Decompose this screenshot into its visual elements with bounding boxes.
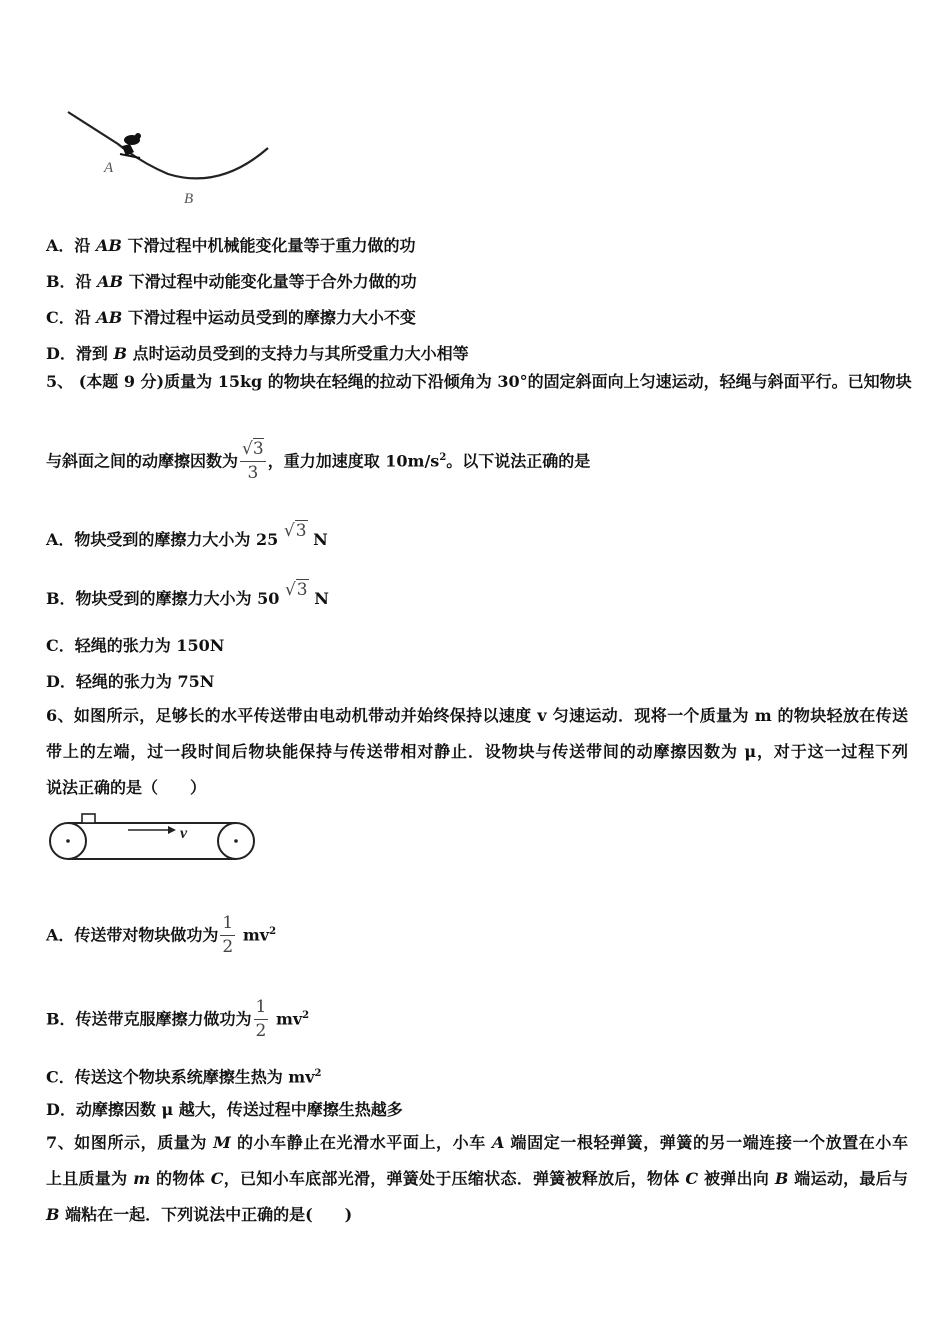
q4-option-c: C．沿 AB 下滑过程中运动员受到的摩擦力大小不变 xyxy=(46,308,416,327)
point-a-label: A xyxy=(104,160,114,176)
q7-stem: 7、如图所示，质量为 M 的小车静止在光滑水平面上，小车 A 端固定一根轻弹簧，弹簧的另一端连接一个放置在小车 上且质量为 m 的物体 C，已知小车底部光滑，弹簧处于压缩状态．弹簧被释放后，物体 C 被弹出向 B 端运动，最后与 B 端粘在一起．下列说法中正确的是( ) xyxy=(46,1133,908,1224)
q5-stem-line1: 5、 (本题 9 分)质量为 15kg 的物块在轻绳的拉动下沿倾角为 30°的固定斜面向上匀速运动，轻绳与斜面平行。已知物块 xyxy=(46,372,912,391)
q5-stem-line2: 与斜面之间的动摩擦因数为 $\frac{√3}{3}$ ，重力加速度取 $10m/s^2$。以下说法正确的是 xyxy=(46,439,591,484)
q5-option-c: C．轻绳的张力为 150N xyxy=(46,636,225,655)
q4-options xyxy=(46,228,469,372)
mu-fraction: $\frac{√3}{3}$ xyxy=(242,439,264,484)
q5-option-b: B．物块受到的摩擦力大小为 50 √3 N xyxy=(46,580,329,608)
q5-option-d: D．轻绳的张力为 75N xyxy=(46,672,215,691)
slope-figure xyxy=(60,100,280,215)
q4-option-b: B．沿 AB 下滑过程中动能变化量等于合外力做的功 xyxy=(46,272,417,291)
q4-option-d: D．滑到 B 点时运动员受到的支持力与其所受重力大小相等 xyxy=(46,344,469,363)
velocity-label: v xyxy=(180,825,188,842)
q6-option-d: D．动摩擦因数 μ 越大，传送过程中摩擦生热越多 xyxy=(46,1100,403,1119)
q6-stem: 6、如图所示，足够长的水平传送带由电动机带动并始终保持以速度 v 匀速运动．现将一个质量为 m 的物块轻放在传送 带上的左端，过一段时间后物块能保持与传送带相对静止．设物块与传送带间的动摩擦因数为 μ，对于这一过程下列 说法正确的是（ ） xyxy=(46,706,908,797)
block xyxy=(82,814,95,823)
q6-option-c: C．传送这个物块系统摩擦生热为 $mv^2$ xyxy=(46,1067,322,1087)
q5-option-a: A．物块受到的摩擦力大小为 25 √3 N xyxy=(46,521,328,549)
q4-option-a: A．沿 AB 下滑过程中机械能变化量等于重力做的功 xyxy=(46,236,416,255)
slope-curve xyxy=(68,112,268,178)
q6-option-a: A．传送带对物块做功为 $\frac{1}{2}$ $mv^2$ xyxy=(46,913,277,958)
q6-option-b: B．传送带克服摩擦力做功为 $\frac{1}{2}$ $mv^2$ xyxy=(46,997,310,1042)
q5-options-cd xyxy=(46,628,224,700)
q6-options-cd xyxy=(46,1056,403,1128)
point-b-label: B xyxy=(184,191,194,207)
conveyor-belt-figure xyxy=(44,810,264,866)
